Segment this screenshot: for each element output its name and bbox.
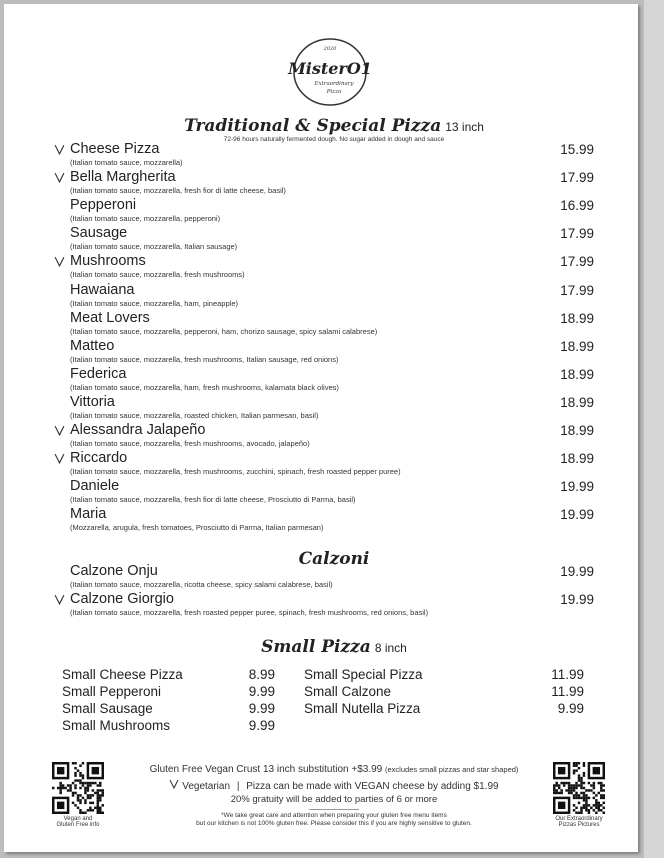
section-title-traditional: [4, 116, 664, 136]
pizza-price: 19.99: [560, 479, 594, 495]
pizza-price: 18.99: [560, 310, 594, 326]
separator: |: [236, 781, 240, 792]
pizza-description: (Italian tomato sauce, mozzarella, ham, fresh mushrooms, kalamata black olives): [70, 382, 339, 392]
calzone-item: [54, 591, 604, 622]
pizza-price: 16.99: [560, 198, 594, 214]
pizza-description: (Mozzarella, arugula, fresh tomatoes, Prosciutto di Parma, Italian parmesan): [70, 523, 324, 533]
pizza-description: (Italian tomato sauce, mozzarella, roasted chicken, Italian parmesan, basil): [70, 410, 319, 420]
pizza-price: 18.99: [560, 338, 594, 354]
pizza-description: (Italian tomato sauce, mozzarella, fresh mushrooms): [70, 270, 245, 280]
pizza-price: 18.99: [560, 366, 594, 382]
pizza-item: [54, 450, 604, 481]
small-pizza-name: Small Nutella Pizza: [304, 701, 421, 716]
pizza-price: 17.99: [560, 254, 594, 270]
small-pizza-price: 8.99: [248, 667, 275, 682]
pizza-name: Riccardo: [70, 450, 128, 467]
pizza-item: [54, 506, 604, 537]
gluten-free-text: Gluten Free Vegan Crust 13 inch substitution +$3.99: [149, 764, 383, 775]
calzone-item: [54, 563, 604, 594]
pizza-name: Vittoria: [70, 393, 115, 410]
pizza-description: (Italian tomato sauce, mozzarella, pepperoni, ham, chorizo sausage, spicy salami calabrese): [70, 326, 378, 336]
menu-page: [4, 4, 638, 852]
qr-left-label-line2: Gluten Free info: [56, 822, 100, 828]
pizza-description: (Italian tomato sauce, mozzarella, Italian sausage): [70, 242, 238, 252]
small-pizza-price: 9.99: [248, 718, 275, 733]
pizza-description: (Italian tomato sauce, mozzarella): [70, 158, 183, 167]
pizza-price: 19.99: [560, 507, 594, 523]
brand-tagline-2: Pizza: [326, 89, 342, 95]
pizza-price: 17.99: [560, 282, 594, 298]
leaf-icon: [54, 453, 65, 467]
pizza-name: Sausage: [70, 225, 128, 242]
dough-note: 72-96 hours naturally fermented dough. No sugar added in dough and sauce: [223, 136, 445, 143]
small-pizza-price: 11.99: [551, 684, 584, 699]
leaf-icon: [54, 256, 65, 270]
pizza-item: [54, 141, 604, 172]
calzone-price: 19.99: [560, 564, 594, 579]
pizza-description: (Italian tomato sauce, mozzarella, fresh mushrooms, avocado, jalapeño): [70, 439, 310, 448]
pizza-price: 18.99: [560, 394, 594, 410]
leaf-icon: [54, 144, 65, 158]
leaf-icon: [54, 172, 65, 186]
pizza-name: Daniele: [70, 478, 120, 495]
pizza-price: 15.99: [560, 142, 594, 157]
small-pizza-price: 9.99: [248, 684, 275, 699]
pizza-item: [54, 365, 604, 397]
pizza-description: (Italian tomato sauce, mozzarella, fresh fior di latte cheese, Prosciutto di Parma, basil): [70, 495, 356, 505]
divider: [309, 809, 359, 810]
pizza-item: [54, 337, 604, 369]
leaf-icon: [54, 425, 65, 439]
pizza-item: [54, 478, 604, 509]
calzone-description: (Italian tomato sauce, mozzarella, ricotta cheese, spicy salami calabrese, basil): [70, 580, 333, 589]
pizza-name: Meat Lovers: [70, 309, 150, 326]
vegetarian-label: Vegetarian: [182, 781, 231, 792]
pizza-item: [54, 253, 604, 284]
pizza-description: (Italian tomato sauce, mozzarella, fresh fior di latte cheese, basil): [70, 186, 286, 196]
pizza-item: [54, 281, 604, 313]
small-pizza-name: Small Special Pizza: [304, 667, 423, 682]
gratuity-text: 20% gratuity will be added to parties of 6 or more: [230, 794, 438, 805]
qr-right-label: [539, 816, 619, 828]
pizza-item: [54, 169, 604, 200]
pizza-name: Matteo: [70, 337, 115, 354]
calzone-description: (Italian tomato sauce, mozzarella, fresh roasted pepper puree, spinach, fresh mushrooms, red onions, basil): [70, 608, 429, 617]
pizza-item: [54, 393, 604, 425]
section-title-calzoni-text: Calzoni: [298, 549, 370, 569]
small-pizza-name: Small Mushrooms: [62, 718, 171, 733]
qr-right-label-line1: Our Extraordinary: [555, 816, 603, 822]
qr-code-icon[interactable]: [553, 762, 605, 814]
disclaimer-line-1: *We take great care and attention when preparing your gluten free menu items: [221, 812, 447, 819]
leaf-icon: [54, 594, 65, 608]
vegan-cheese-text: Pizza can be made with VEGAN cheese by adding $1.99: [246, 781, 499, 792]
brand-name: MisterO1: [288, 59, 372, 78]
small-pizza-name: Small Cheese Pizza: [62, 667, 183, 682]
qr-right-label-line2: Pizzas Pictures: [558, 822, 600, 828]
qr-left-label: [38, 816, 118, 828]
brand-logo: [282, 36, 378, 108]
disclaimer-line-2: but our kitchen is not 100% gluten free. Please consider this if you are highly sensitive to gluten.: [196, 820, 472, 827]
pizza-description: (Italian tomato sauce, mozzarella, fresh mushrooms, zucchini, spinach, fresh roasted pepper puree): [70, 467, 401, 477]
pizza-name: Alessandra Jalapeño: [70, 422, 206, 438]
calzone-name: Calzone Giorgio: [70, 591, 174, 607]
pizza-name: Federica: [70, 365, 127, 382]
small-pizza-name: Small Sausage: [62, 701, 153, 716]
section-title-small-text: Small Pizza: [261, 637, 371, 657]
calzone-name: Calzone Onju: [70, 563, 158, 579]
small-pizza-name: Small Pepperoni: [62, 684, 162, 699]
pizza-price: 17.99: [560, 226, 594, 242]
small-pizza-name: Small Calzone: [304, 684, 392, 699]
leaf-icon: [169, 781, 182, 792]
pizza-price: 18.99: [560, 423, 594, 438]
brand-tagline-1: Extraordinary: [314, 81, 354, 87]
pizza-name: Maria: [70, 506, 107, 523]
pizza-name: Bella Margherita: [70, 169, 176, 186]
pizza-name: Mushrooms: [70, 253, 146, 270]
qr-left-label-line1: Vegan and: [63, 816, 93, 822]
section-size-traditional: 13 inch: [445, 120, 484, 134]
pizza-description: (Italian tomato sauce, mozzarella, ham, pineapple): [70, 298, 239, 308]
small-pizza-price: 11.99: [551, 667, 584, 682]
pizza-item: [54, 225, 604, 256]
pizza-item: [54, 309, 604, 341]
pizza-item: [54, 422, 604, 453]
pizza-name: Cheese Pizza: [70, 141, 160, 157]
vegetarian-line: [124, 779, 544, 792]
small-pizza-price: 9.99: [248, 701, 275, 716]
section-title-traditional-text: Traditional & Special Pizza: [184, 116, 442, 136]
brand-year: 2020: [323, 46, 337, 52]
section-title-small: [4, 637, 664, 657]
pizza-item: [54, 197, 604, 228]
small-pizza-price: 9.99: [557, 701, 584, 716]
gluten-free-note: (excludes small pizzas and star shaped): [385, 765, 519, 774]
gluten-free-line: [124, 764, 544, 775]
pizza-name: Hawaiana: [70, 281, 135, 298]
calzone-price: 19.99: [560, 592, 594, 607]
pizza-price: 18.99: [560, 451, 594, 467]
pizza-description: (Italian tomato sauce, mozzarella, fresh mushrooms, Italian sausage, red onions): [70, 354, 339, 364]
section-size-small: 8 inch: [374, 641, 407, 655]
pizza-description: (Italian tomato sauce, mozzarella, pepperoni): [70, 214, 221, 224]
pizza-price: 17.99: [560, 170, 594, 186]
pizza-name: Pepperoni: [70, 197, 137, 214]
qr-code-icon[interactable]: [52, 762, 104, 814]
